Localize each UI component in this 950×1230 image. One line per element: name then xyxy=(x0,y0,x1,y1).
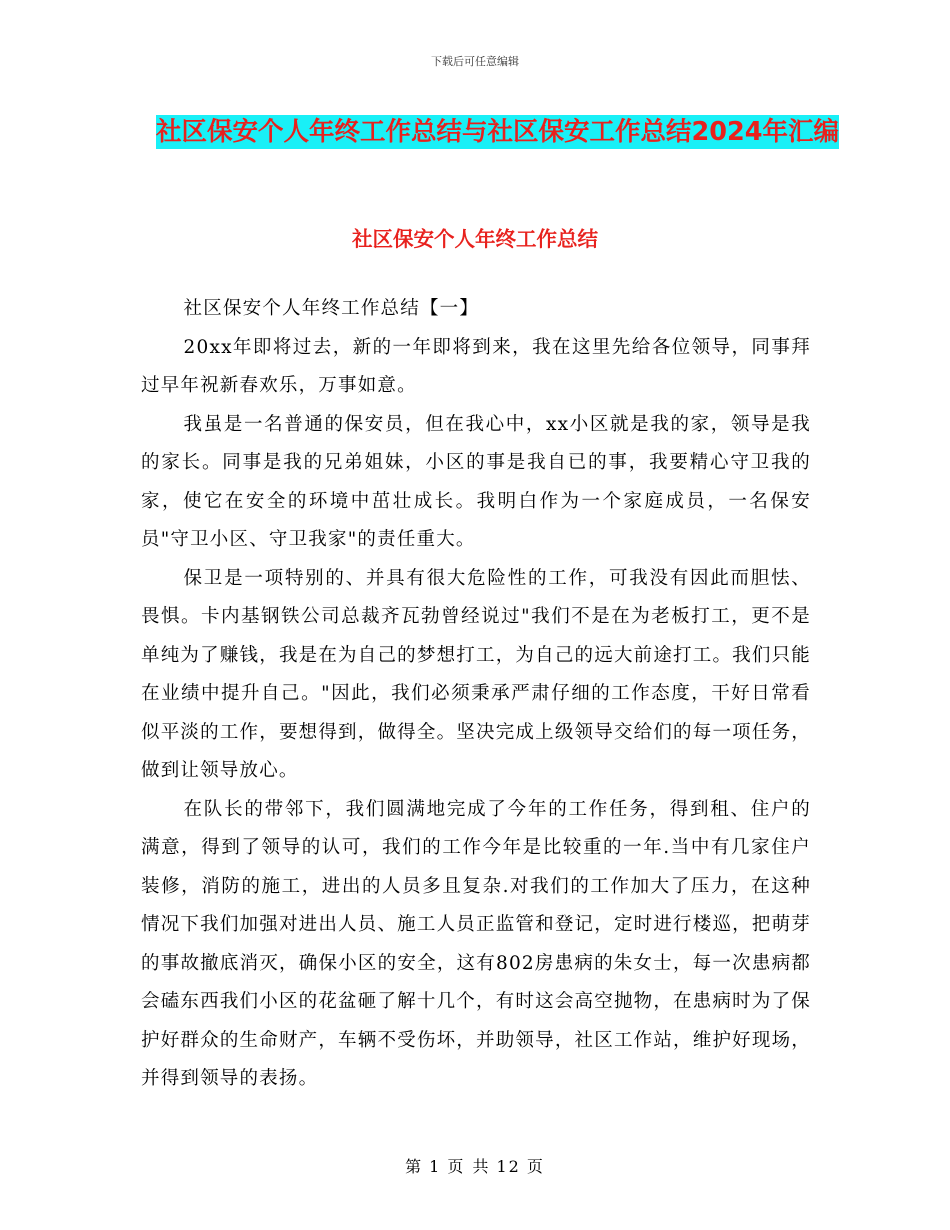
document-title-text: 社区保安个人年终工作总结与社区保安工作总结2024年汇编 xyxy=(156,117,839,147)
paragraph: 20xx年即将过去，新的一年即将到来，我在这里先给各位领导，同事拜过早年祝新春欢乐，万事如意。 xyxy=(141,336,811,396)
page-label-mid: 页 共 xyxy=(447,1157,491,1176)
document-title xyxy=(145,112,850,153)
page-label-suffix: 页 xyxy=(526,1157,545,1176)
paragraph: 我虽是一名普通的保安员，但在我心中，xx小区就是我的家，领导是我的家长。同事是我的兄弟姐妹，小区的事是我自已的事，我要精心守卫我的家，使它在安全的环境中茁壮成长。我明白作为一个家庭成员，一名保安员"守卫小区、守卫我家"的责任重大。 xyxy=(141,413,811,550)
document-body xyxy=(141,290,811,1099)
page-number: 1 xyxy=(429,1157,442,1176)
page-header-note: 下载后可任意编辑 xyxy=(431,55,519,68)
subsection-heading: 社区保安个人年终工作总结【一】 xyxy=(183,298,480,319)
paragraph: 在队长的带邻下，我们圆满地完成了今年的工作任务，得到租、住户的满意，得到了领导的认可，我们的工作今年是比较重的一年.当中有几家住户装修，消防的施工，进出的人员多且复杂.对我们的工作加大了压力，在这种情况下我们加强对进出人员、施工人员正监管和登记，定时进行楼巡，把萌芽的事故撤底消灭，确保小区的安全，这有802房患病的朱女士，每一次患病都会磕东西我们小区的花盆砸了解十几个，有时这会高空抛物，在患病时为了保护好群众的生命财产，车辆不受伤坏，并助领导，社区工作站，维护好现场，并得到领导的表扬。 xyxy=(141,798,811,1089)
page-footer xyxy=(0,1154,950,1177)
paragraph: 保卫是一项特别的、并具有很大危险性的工作，可我没有因此而胆怯、畏惧。卡内基钢铁公司总裁齐瓦勃曾经说过"我们不是在为老板打工，更不是单纯为了赚钱，我是在为自己的梦想打工，为自己的远大前途打工。我们只能在业绩中提升自己。"因此，我们必须秉承严肃仔细的工作态度，干好日常看似平淡的工作，要想得到，做得全。坚决完成上级领导交给们的每一项任务，做到让领导放心。 xyxy=(141,567,811,781)
total-pages: 12 xyxy=(496,1157,521,1176)
section-title: 社区保安个人年终工作总结 xyxy=(352,227,598,251)
page-label-prefix: 第 xyxy=(405,1157,424,1176)
